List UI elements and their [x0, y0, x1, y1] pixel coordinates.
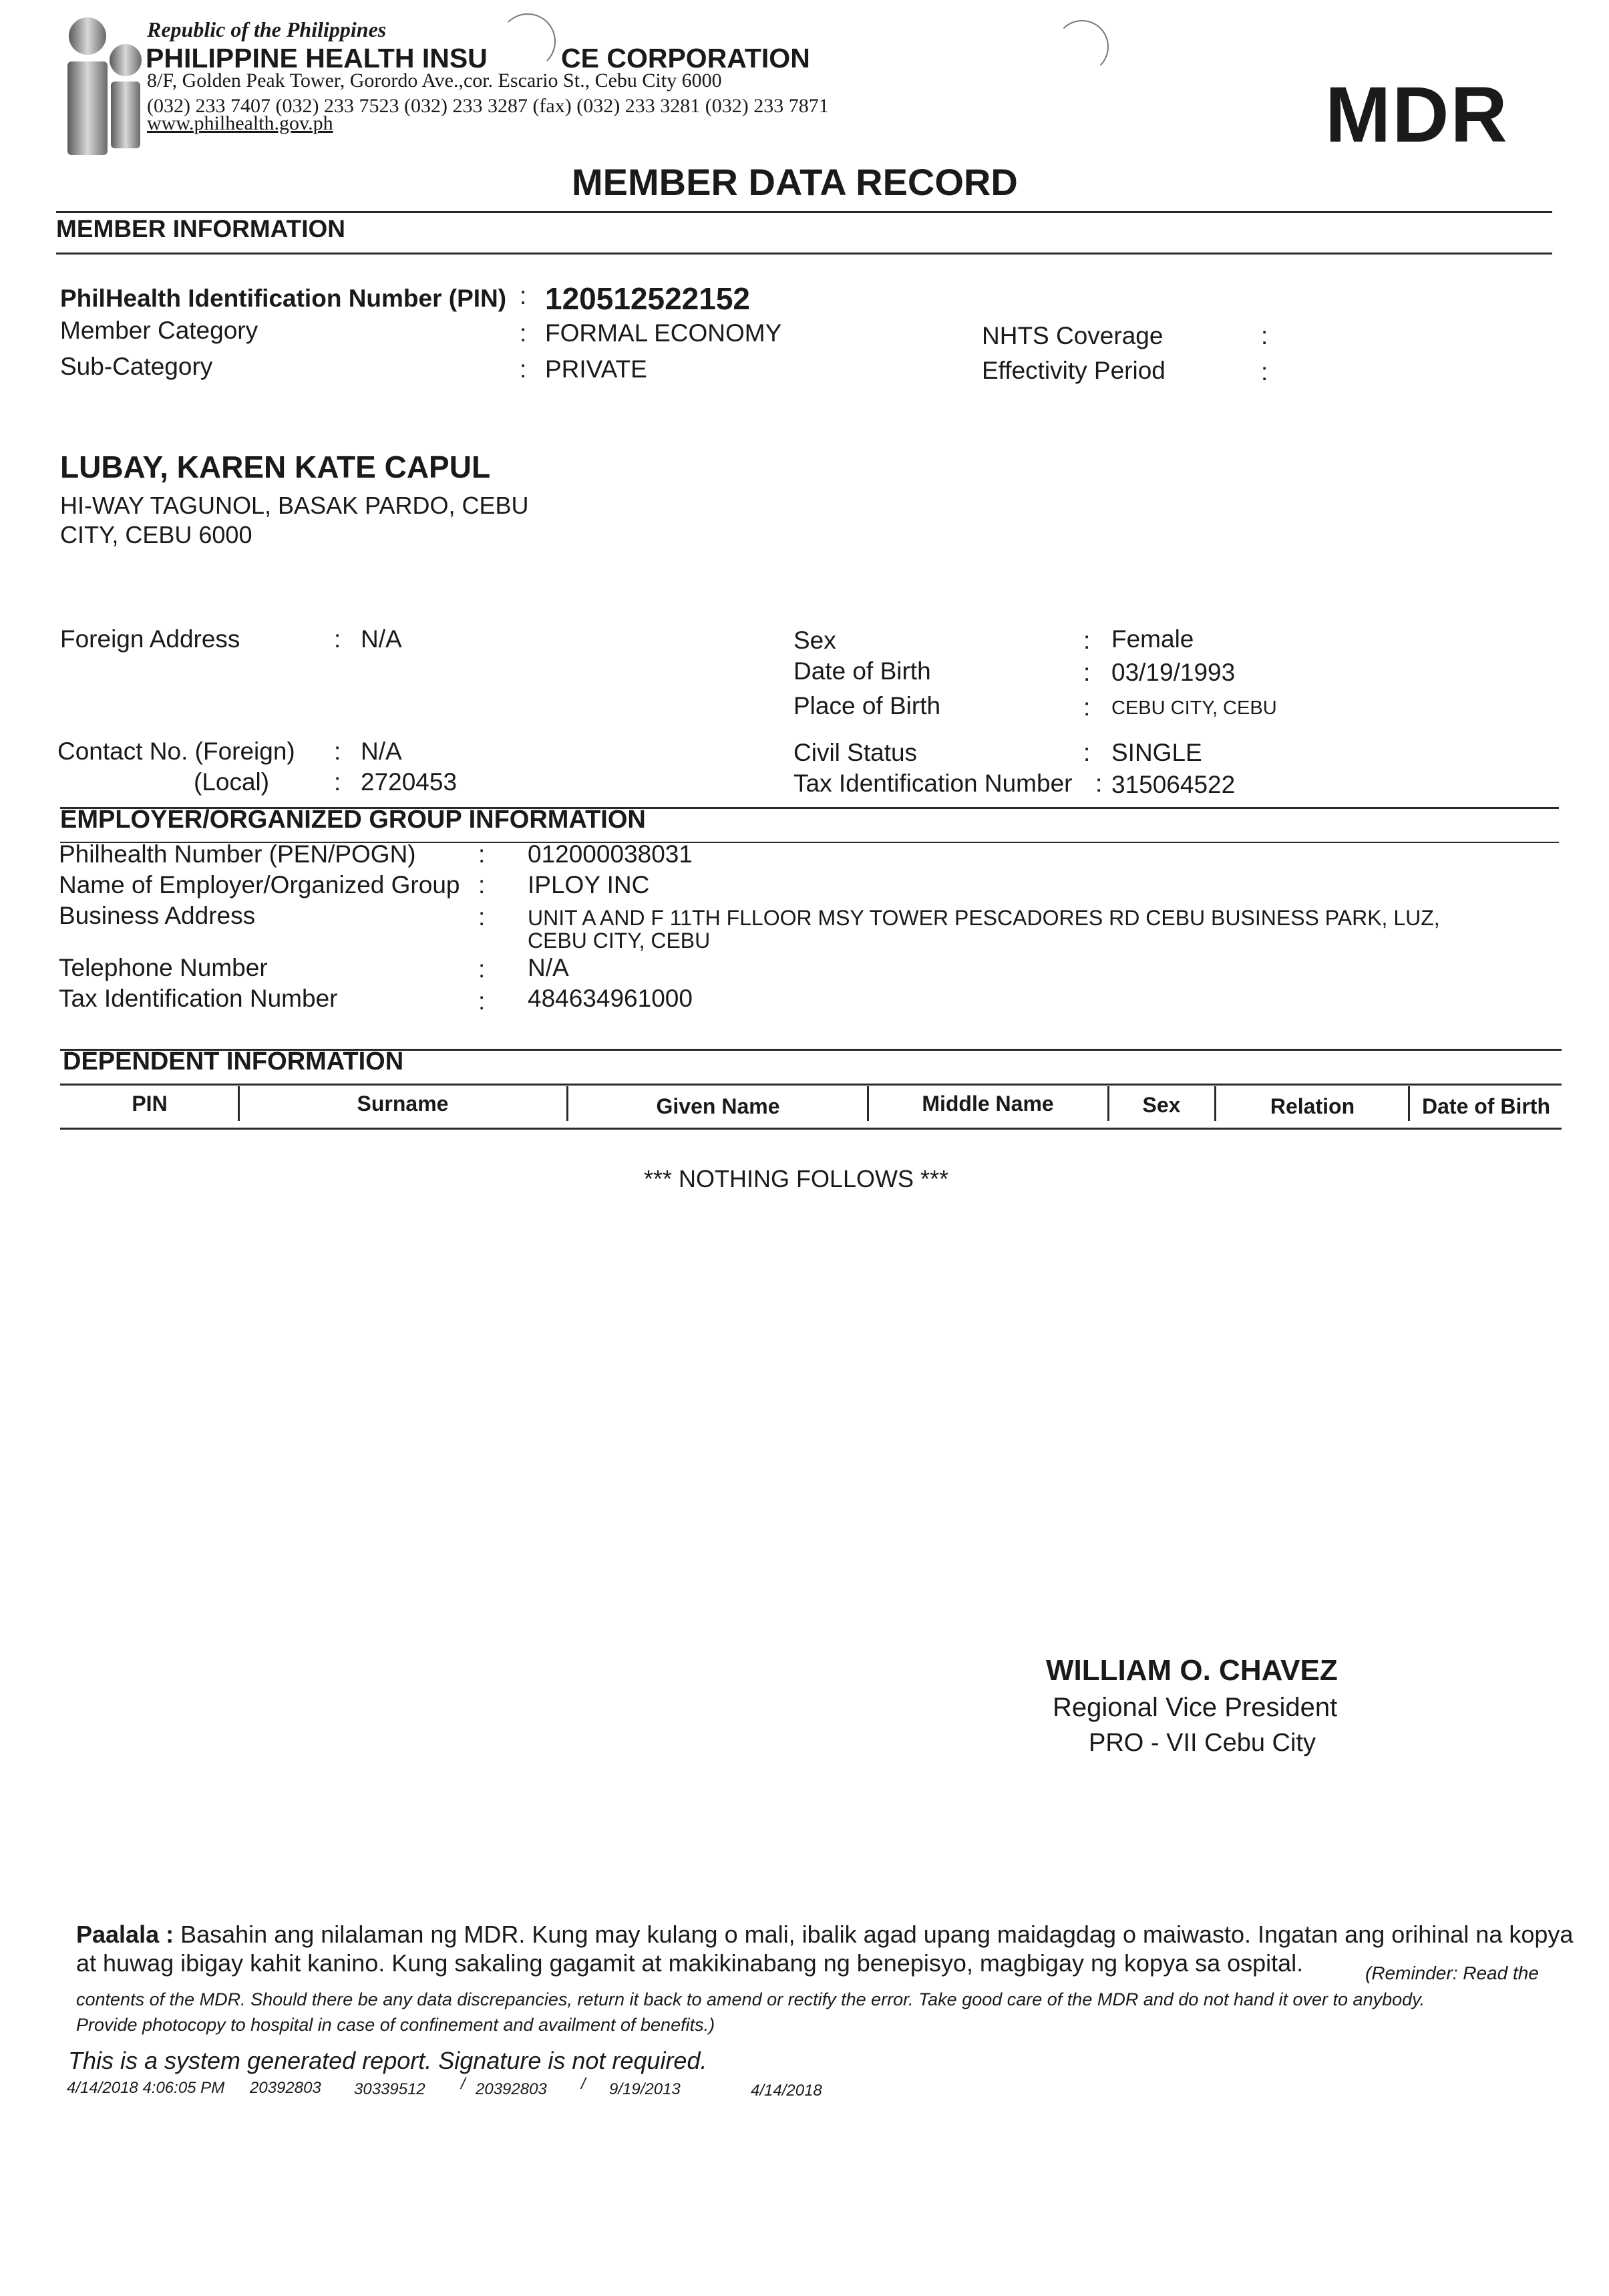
paalala-label: Paalala : — [76, 1921, 174, 1948]
doc-title: MEMBER DATA RECORD — [572, 161, 1018, 203]
dob-value: 03/19/1993 — [1111, 659, 1236, 686]
category-label: Member Category — [60, 317, 258, 344]
category-colon: : — [520, 319, 527, 347]
signatory-office: PRO - VII Cebu City — [1089, 1729, 1316, 1757]
employer-tel-value: N/A — [528, 954, 569, 981]
contact-foreign-label: Contact No. (Foreign) — [57, 737, 295, 765]
corp-name-right: CE CORPORATION — [561, 43, 810, 73]
category-value: FORMAL ECONOMY — [545, 319, 782, 347]
rule-top — [56, 211, 1552, 213]
sex-label: Sex — [793, 627, 836, 654]
system-note: This is a system generated report. Signature is not required. — [68, 2047, 707, 2074]
employer-section-title: EMPLOYER/ORGANIZED GROUP INFORMATION — [60, 806, 646, 834]
pin-label: PhilHealth Identification Number (PIN) — [60, 285, 507, 312]
business-address-line2: CEBU CITY, CEBU — [528, 929, 711, 953]
stamp-date1: 9/19/2013 — [609, 2080, 681, 2098]
business-address-label: Business Address — [59, 902, 256, 929]
foreign-address-value: N/A — [361, 625, 402, 653]
business-address-line1: UNIT A AND F 11TH FLLOOR MSY TOWER PESCADORES RD CEBU BUSINESS PARK, LUZ, — [528, 906, 1440, 930]
col-header-middle-name: Middle Name — [922, 1092, 1054, 1116]
contact-foreign-value: N/A — [361, 737, 402, 765]
employer-tel-label: Telephone Number — [59, 954, 268, 981]
punch-hole-left — [500, 13, 556, 69]
pen-label: Philhealth Number (PEN/POGN) — [59, 840, 416, 868]
member-name: LUBAY, KAREN KATE CAPUL — [60, 450, 491, 484]
col-header-sex: Sex — [1142, 1093, 1181, 1117]
member-section-title: MEMBER INFORMATION — [56, 215, 345, 242]
contact-local-colon: : — [334, 768, 341, 796]
civil-label: Civil Status — [793, 739, 918, 766]
col-header-pin: PIN — [132, 1092, 168, 1116]
rule-dependent-header-bottom — [60, 1128, 1562, 1130]
signatory-title: Regional Vice President — [1053, 1693, 1338, 1722]
rule-dependent-header-top — [60, 1084, 1562, 1086]
contact-local-value: 2720453 — [361, 768, 458, 796]
subcategory-value: PRIVATE — [545, 355, 647, 383]
subcategory-label: Sub-Category — [60, 353, 213, 380]
corp-name-left: PHILIPPINE HEALTH INSU — [146, 43, 488, 73]
signatory-name: WILLIAM O. CHAVEZ — [1046, 1654, 1338, 1687]
employer-name-colon: : — [478, 871, 486, 898]
nhts-colon: : — [1261, 322, 1268, 349]
rule-member — [56, 253, 1552, 255]
foreign-address-label: Foreign Address — [60, 625, 240, 653]
civil-colon: : — [1083, 739, 1091, 766]
foreign-address-colon: : — [334, 625, 341, 653]
contact-local-label: (Local) — [194, 768, 270, 796]
pob-colon: : — [1083, 693, 1091, 721]
member-address-line2: CITY, CEBU 6000 — [60, 521, 252, 548]
member-tin-label: Tax Identification Number — [793, 770, 1073, 797]
stamp-id2: 30339512 — [354, 2080, 425, 2098]
contact-foreign-colon: : — [334, 737, 341, 765]
pin-value: 120512522152 — [545, 281, 750, 316]
paalala-block — [76, 1920, 1586, 1977]
member-tin-colon: : — [1095, 770, 1103, 797]
nhts-label: NHTS Coverage — [982, 322, 1164, 349]
dob-label: Date of Birth — [793, 657, 931, 685]
republic-text: Republic of the Philippines — [147, 17, 387, 41]
sex-colon: : — [1083, 627, 1091, 654]
col-sep-6 — [1408, 1086, 1410, 1121]
stamp-date2: 4/14/2018 — [751, 2082, 822, 2100]
employer-tin-value: 484634961000 — [528, 985, 693, 1012]
header-address: 8/F, Golden Peak Tower, Gorordo Ave.,cor. Escario St., Cebu City 6000 — [147, 69, 722, 92]
paalala-text: Basahin ang nilalaman ng MDR. Kung may kulang o mali, ibalik agad upang maidagdag o maiwasto. Ingatan ang orihinal na kopya at huwag ibigay kahit kanino. Kung sakaling gagamit at makikinabang ng benepisyo, magbigay ng kopya sa ospital. — [76, 1921, 1574, 1977]
civil-value: SINGLE — [1111, 739, 1202, 766]
employer-name-label: Name of Employer/Organized Group — [59, 871, 460, 898]
col-header-dob: Date of Birth — [1422, 1094, 1550, 1118]
header-website[interactable]: www.philhealth.gov.ph — [147, 112, 333, 134]
dependent-section-title: DEPENDENT INFORMATION — [63, 1047, 404, 1076]
employer-tin-label: Tax Identification Number — [59, 985, 338, 1012]
stamp-slash1: / — [461, 2075, 466, 2093]
reminder-line1: (Reminder: Read the — [1365, 1963, 1539, 1983]
member-address-line1: HI-WAY TAGUNOL, BASAK PARDO, CEBU — [60, 492, 529, 519]
subcategory-colon: : — [520, 355, 527, 383]
pob-label: Place of Birth — [793, 692, 941, 719]
stamp-id1: 20392803 — [250, 2079, 321, 2097]
punch-hole-right — [1055, 20, 1109, 73]
pen-value: 012000038031 — [528, 840, 693, 868]
nothing-follows: *** NOTHING FOLLOWS *** — [644, 1165, 949, 1192]
sex-value: Female — [1111, 625, 1194, 653]
effectivity-colon: : — [1261, 358, 1268, 385]
col-header-surname: Surname — [357, 1092, 449, 1116]
stamp-id3: 20392803 — [476, 2080, 547, 2098]
pin-colon: : — [520, 282, 527, 309]
pen-colon: : — [478, 840, 486, 868]
effectivity-label: Effectivity Period — [982, 357, 1166, 384]
dob-colon: : — [1083, 659, 1091, 686]
reminder-line2: contents of the MDR. Should there be any data discrepancies, return it back to amend or rectify the error. Take good care of the MDR and do not hand it over to anybody. — [76, 1989, 1425, 2009]
doc-code: MDR — [1325, 71, 1509, 159]
employer-tel-colon: : — [478, 955, 486, 983]
stamp-slash2: / — [581, 2075, 586, 2093]
stamp-datetime: 4/14/2018 4:06:05 PM — [67, 2079, 225, 2097]
pob-value: CEBU CITY, CEBU — [1111, 697, 1277, 719]
employer-tin-colon: : — [478, 987, 486, 1015]
header-phones: (032) 233 7407 (032) 233 7523 (032) 233 3287 (fax) (032) 233 3281 (032) 233 7871 — [147, 95, 829, 117]
reminder-line3: Provide photocopy to hospital in case of confinement and availment of benefits.) — [76, 2015, 715, 2035]
business-address-colon: : — [478, 903, 486, 931]
col-header-relation: Relation — [1270, 1094, 1355, 1118]
col-header-given-name: Given Name — [656, 1094, 780, 1118]
philhealth-logo — [64, 15, 144, 155]
employer-name-value: IPLOY INC — [528, 871, 650, 898]
member-tin-value: 315064522 — [1111, 771, 1236, 798]
